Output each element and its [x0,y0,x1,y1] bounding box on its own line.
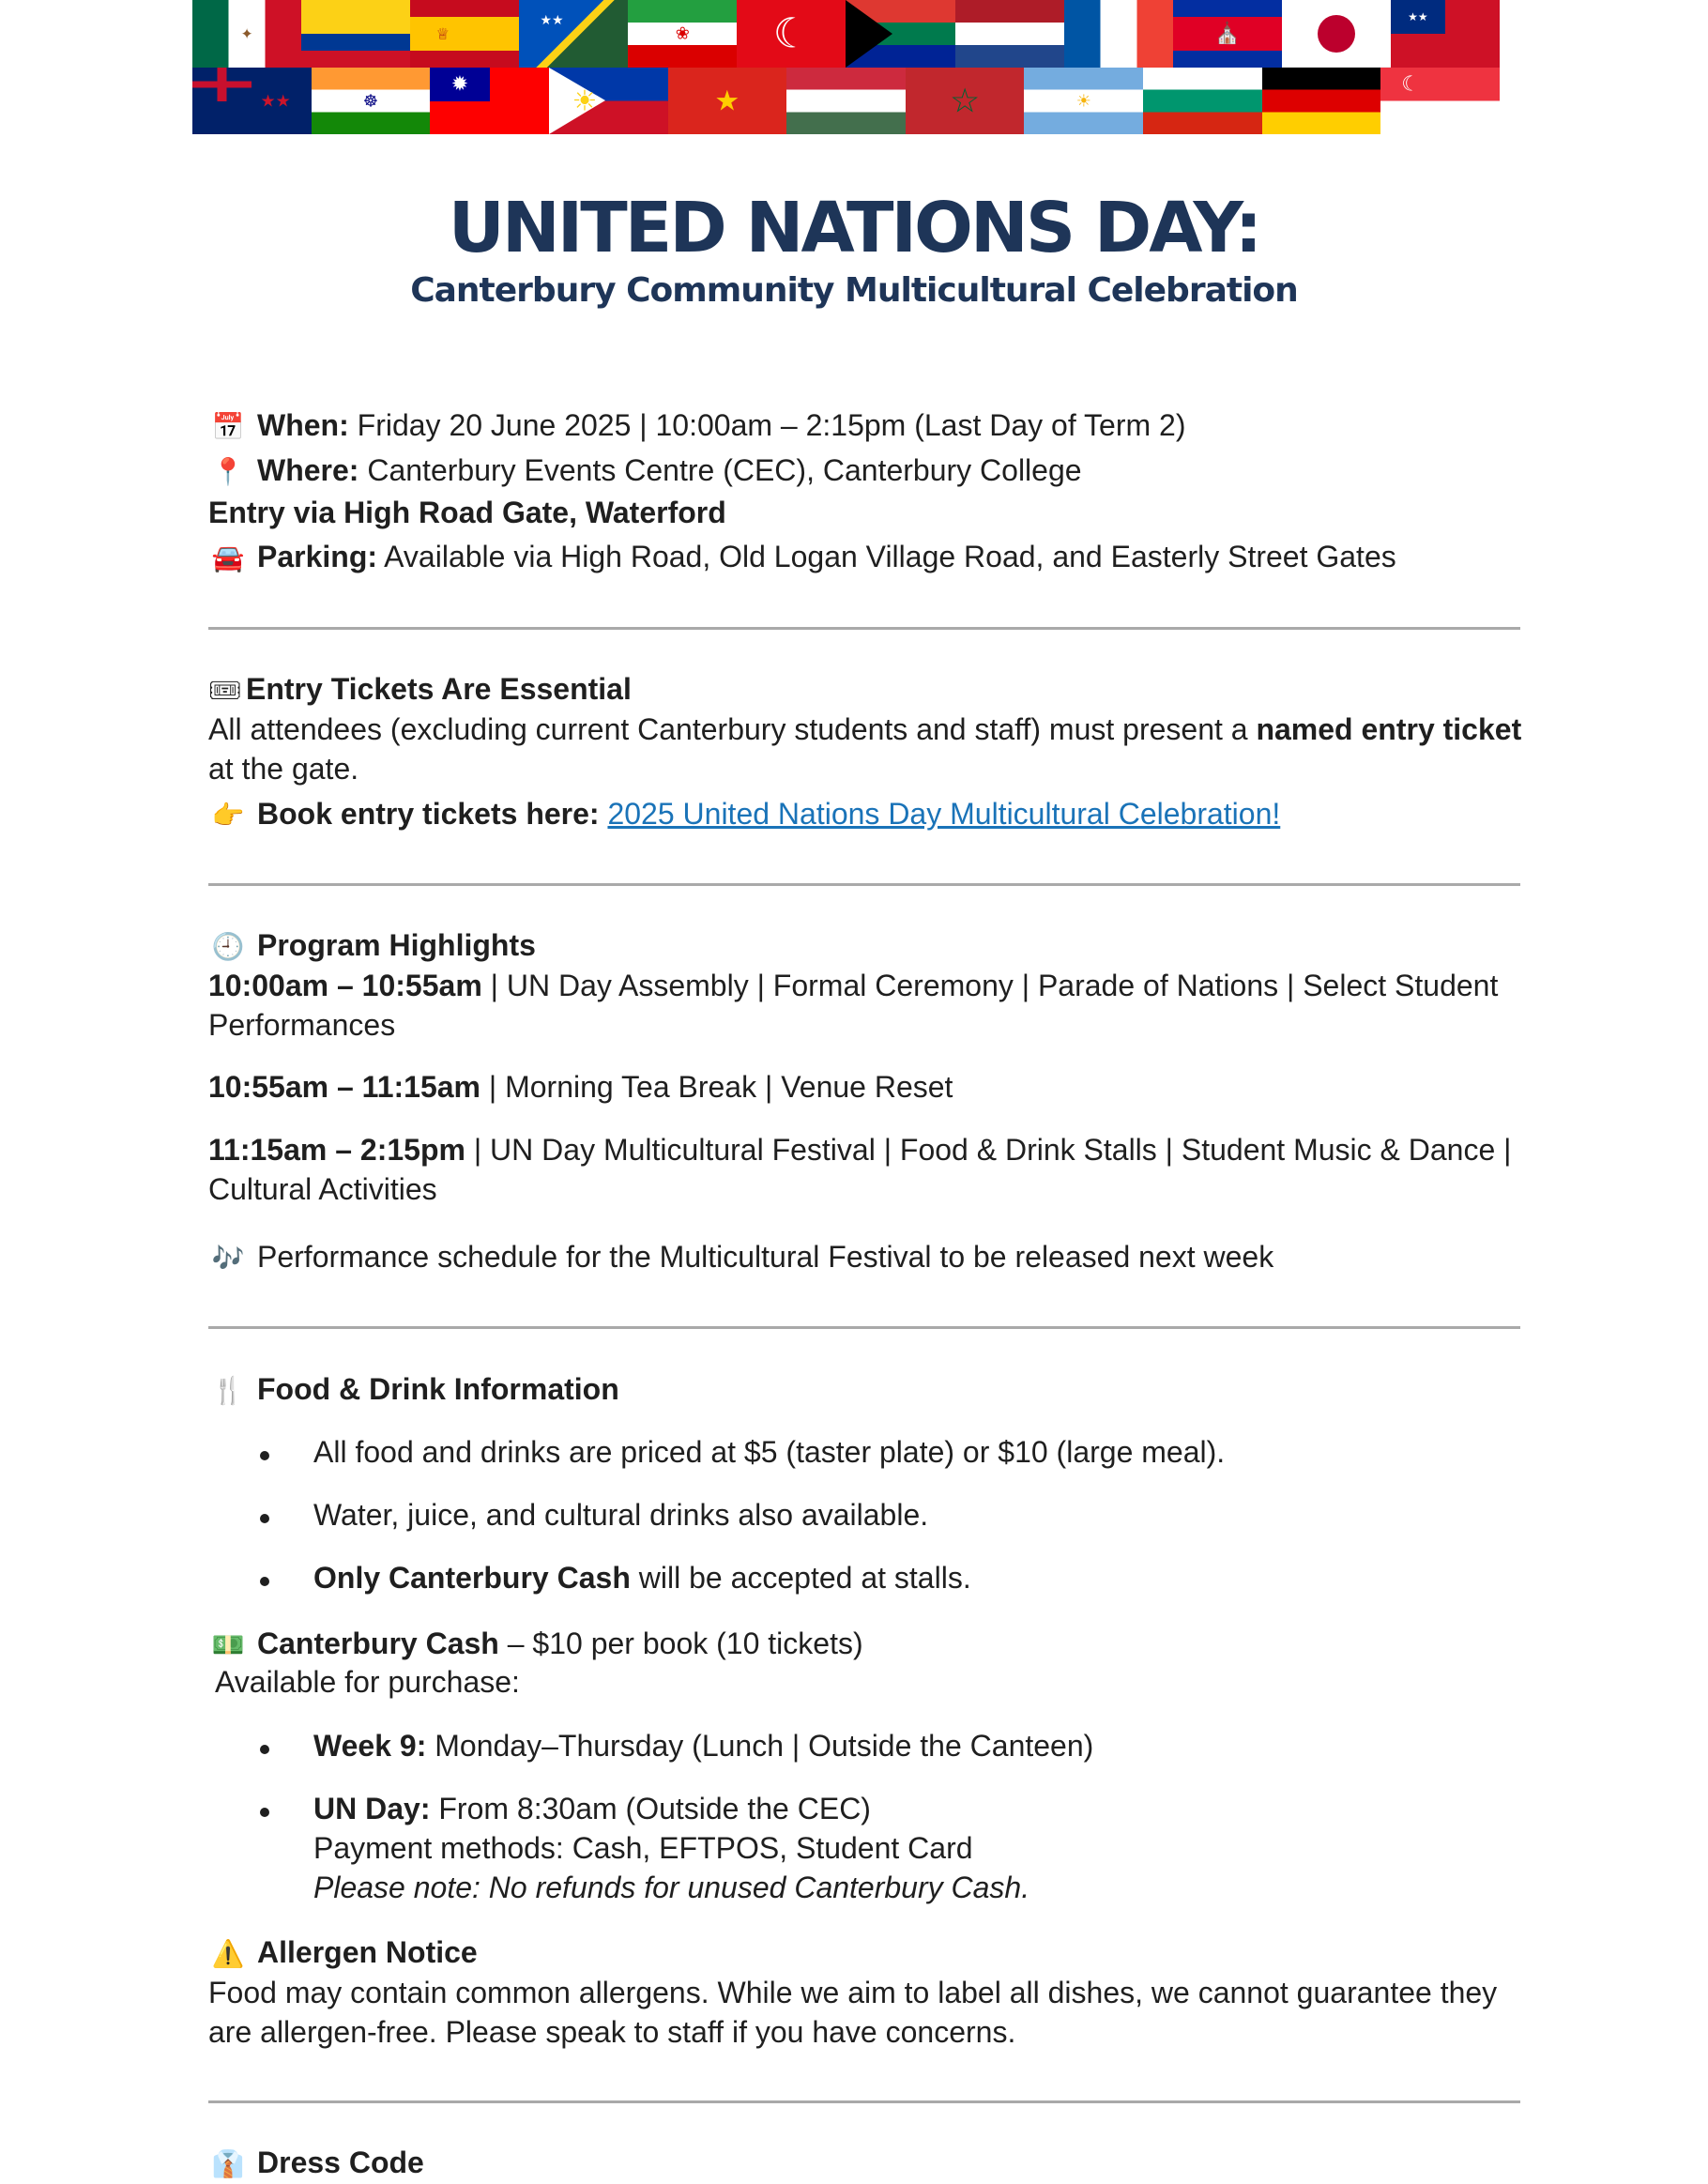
program-heading-text: Program Highlights [257,928,536,962]
star-outline-icon: ☆ [950,82,981,120]
flag-india [312,68,431,134]
program-desc: | UN Day Assembly | Formal Ceremony | Parade of Nations | Select Student Performances [208,969,1499,1042]
page-title: UNITED NATIONS DAY: [448,188,1260,268]
book-line [208,794,1280,835]
flag-bulgaria [1143,68,1262,134]
shirt-icon: 👔 [211,2148,245,2179]
flag-colombia [301,0,410,68]
when-line [208,405,1186,447]
program-note [208,1237,1273,1278]
payment-methods: Payment methods: Cash, EFTPOS, Student Card [313,1831,973,1865]
parking-value: Available via High Road, Old Logan Village Road, and Easterly Street Gates [384,540,1396,573]
bullet-dot [260,1577,269,1586]
program-item [208,1130,1522,1209]
available-line: Available for purchase: [215,1665,520,1699]
cash-label: Canterbury Cash [257,1627,499,1660]
food-bullet [313,1558,971,1597]
flag-iran [628,0,737,68]
book-label: Book entry tickets here: [257,797,600,831]
flag-turkey [737,0,846,68]
flag-vietnam [668,68,787,134]
divider [208,2100,1520,2103]
cash-line [208,1624,863,1665]
tickets-body-bold: named entry ticket [1256,712,1522,746]
bullet-dot [260,1808,269,1817]
ticket-icon: 🎟 [208,675,242,706]
flag-taiwan [430,68,549,134]
where-label: Where: [257,453,359,487]
tickets-body-end: at the gate. [208,752,359,786]
food-bullet-text: Water, juice, and cultural drinks also available. [313,1498,929,1532]
when-value: Friday 20 June 2025 | 10:00am – 2:15pm (Last Day of Term 2) [357,408,1186,442]
flag-row-bottom [192,68,1500,134]
clock-icon: 🕘 [211,931,245,962]
flag-banner [192,0,1500,134]
food-heading [208,1369,619,1411]
food-bullet-text: will be accepted at stalls. [638,1561,971,1595]
flag-netherlands [955,0,1064,68]
flag-south-africa [846,0,954,68]
food-bullet [313,1432,1225,1472]
crescent-icon: ☾ [1401,72,1420,97]
divider [208,1326,1520,1329]
coat-of-arms-icon: ♕ [435,24,450,43]
program-time: 10:00am – 10:55am [208,969,482,1002]
flag-solomon-islands [519,0,628,68]
sun-icon: ✹ [450,72,469,97]
ticket-booking-link[interactable]: 2025 United Nations Day Multicultural Celebration! [607,797,1281,831]
refund-note: Please note: No refunds for unused Canterbury Cash. [313,1871,1030,1904]
flag-spain [410,0,519,68]
week9-label: Week 9: [313,1729,427,1763]
temple-icon: ⛪ [1214,22,1241,46]
food-bullet-text: All food and drinks are priced at $5 (taster plate) or $10 (large meal). [313,1435,1226,1469]
dress-heading [208,2143,424,2184]
flag-new-zealand [192,68,312,134]
sun-icon: ☀ [1075,91,1091,111]
program-time: 10:55am – 11:15am [208,1070,480,1104]
tickets-heading [208,669,632,710]
crescent-star-icon: ☾ [772,9,811,58]
program-item [208,1067,1522,1107]
allergen-heading-text: Allergen Notice [257,1935,478,1969]
entry-line [208,493,726,532]
allergen-body: Food may contain common allergens. While we aim to label all dishes, we cannot guarantee they are allergen-free. Please speak to staff if you have concerns. [208,1976,1498,2049]
bullet-dot [260,1514,269,1523]
flag-germany [1262,68,1381,134]
entry-text: Entry via High Road Gate, Waterford [208,496,726,529]
divider [208,627,1520,630]
unday-value: From 8:30am (Outside the CEC) [438,1792,871,1825]
flag-philippines [549,68,668,134]
allergen-heading [208,1932,478,1974]
program-note-text: Performance schedule for the Multicultural Festival to be released next week [257,1240,1274,1274]
bullet-dot [260,1745,269,1754]
flag-mexico [192,0,301,68]
divider [208,883,1520,886]
dress-heading-text: Dress Code [257,2146,424,2179]
flag-france [1064,0,1173,68]
food-bullet [313,1495,928,1535]
money-icon: 💵 [211,1629,245,1660]
where-line [208,451,1082,492]
flag-cambodia [1173,0,1282,68]
where-value: Canterbury Events Centre (CEC), Canterbury College [367,453,1082,487]
wheel-icon: ☸ [362,91,379,111]
stars-icon: ★★ [1408,10,1428,23]
tickets-body [208,710,1522,788]
stars-icon: ★★ [540,12,564,28]
tickets-heading-text: Entry Tickets Are Essential [246,672,632,706]
flag-row-top [192,0,1500,68]
program-item [208,966,1522,1045]
emblem-icon: ❀ [675,23,690,44]
flag-hungary [786,68,906,134]
flag-argentina [1024,68,1143,134]
food-heading-text: Food & Drink Information [257,1372,619,1406]
flag-japan [1282,0,1391,68]
pin-icon: 📍 [211,456,245,487]
flag-singapore [1380,68,1500,134]
cash-bullet [313,1789,871,1828]
car-icon: 🚘 [211,542,245,573]
program-desc: | Morning Tea Break | Venue Reset [488,1070,953,1104]
food-bullet-bold: Only Canterbury Cash [313,1561,631,1595]
tickets-body-text: All attendees (excluding current Canterbury students and staff) must present a [208,712,1248,746]
pointing-hand-icon: 👉 [211,800,245,831]
sun-icon: ☀ [572,84,598,117]
red-disc-icon [1318,15,1355,53]
program-heading [208,925,536,967]
unday-label: UN Day: [313,1792,431,1825]
black-triangle [846,0,892,68]
warning-icon: ⚠️ [211,1938,245,1969]
page-subtitle: Canterbury Community Multicultural Celebration [410,271,1298,310]
parking-label: Parking: [257,540,378,573]
utensils-icon: 🍴 [211,1375,245,1406]
southern-cross-icon: ★★ [260,91,291,111]
cash-value: – $10 per book (10 tickets) [507,1627,863,1660]
eagle-emblem-icon: ✦ [240,24,253,43]
bullet-dot [260,1451,269,1460]
program-desc: | UN Day Multicultural Festival | Food & Drink Stalls | Student Music & Dance | Cultural Activities [208,1133,1512,1206]
calendar-icon: 📅 [211,411,245,442]
flag-morocco [906,68,1025,134]
program-time: 11:15am – 2:15pm [208,1133,465,1167]
parking-line [208,537,1396,578]
when-label: When: [257,408,349,442]
week9-value: Monday–Thursday (Lunch | Outside the Canteen) [435,1729,1094,1763]
cash-bullet [313,1726,1093,1765]
union-jack-canton [192,68,252,101]
music-notes-icon: 🎶 [211,1243,245,1274]
star-icon: ★ [714,84,740,117]
flag-samoa [1391,0,1500,68]
